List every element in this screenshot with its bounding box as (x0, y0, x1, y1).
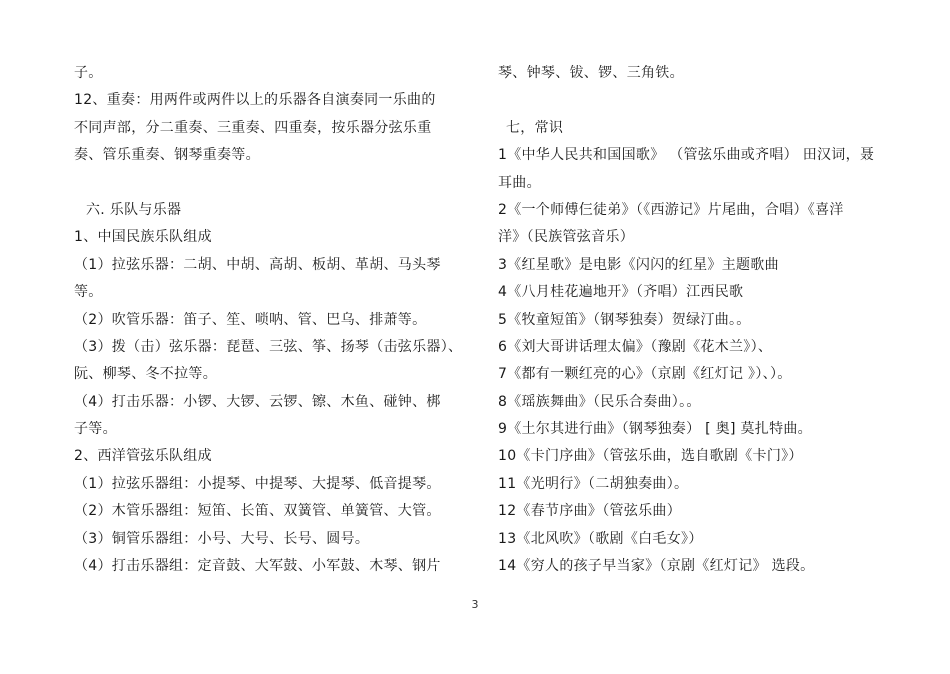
text-line: 1、中国民族乐队组成 (74, 229, 212, 246)
text-line: 6《刘大哥讲话理太偏》（豫剧《花木兰》）、 (498, 338, 773, 355)
text-line: 3《红星歌》是电影《闪闪的红星》主题歌曲 (498, 256, 779, 273)
text-line: （2）木管乐器组：短笛、长笛、双簧管、单簧管、大管。 (74, 503, 441, 520)
text-line: 7《都有一颗红亮的心》（京剧《红灯记 》）、）。 (498, 366, 792, 383)
text-line: 1《中华人民共和国国歌》 （管弦乐曲或齐唱） 田汉词，聂 (498, 147, 875, 164)
text-line: 12《春节序曲》（管弦乐曲） (498, 503, 682, 520)
left-column (74, 60, 474, 580)
text-line: 5《牧童短笛》（钢琴独奏）贺绿汀曲。。 (498, 311, 751, 328)
section-heading: 六. 乐队与乐器 (86, 201, 182, 218)
text-line: 阮、柳琴、冬不拉等。 (74, 366, 217, 383)
text-line: 子。 (74, 65, 103, 81)
text-line: 14《穷人的孩子早当家》（京剧《红灯记》 选段。 (498, 558, 815, 575)
right-column (498, 60, 918, 580)
text-line: （4）打击乐器：小锣、大锣、云锣、镲、木鱼、碰钟、梆 (74, 393, 441, 410)
text-line: （4）打击乐器组：定音鼓、大军鼓、小军鼓、木琴、钢片 (74, 558, 441, 575)
text-line: 9《土尔其进行曲》（钢琴独奏） [ 奥] 莫扎特曲。 (498, 421, 812, 438)
blank-line (74, 170, 474, 197)
text-line: 等。 (74, 284, 103, 301)
text-line: （2）吹管乐器：笛子、笙、唢呐、管、巴乌、排萧等。 (74, 311, 427, 328)
text-line: 4《八月桂花遍地开》（齐唱）江西民歌 (498, 284, 744, 301)
text-line: 子等。 (74, 421, 117, 438)
text-line: （3）铜管乐器组：小号、大号、长号、圆号。 (74, 530, 370, 547)
text-line: 2《一个师傅仨徒弟》（《西游记》片尾曲，合唱）《喜洋 (498, 201, 844, 218)
text-line: 8《瑶族舞曲》（民乐合奏曲）。。 (498, 393, 701, 410)
page-number: 3 (471, 598, 479, 611)
text-line: 不同声部，分二重奏、三重奏、四重奏，按乐器分弦乐重 (74, 119, 432, 136)
text-line: 耳曲。 (498, 174, 541, 191)
text-line: 12、重奏：用两件或两件以上的乐器各自演奏同一乐曲的 (74, 92, 436, 109)
text-line: （3）拨（击）弦乐器：琵琶、三弦、筝、扬琴（击弦乐器）、 (74, 338, 463, 355)
text-line: （1）拉弦乐器：二胡、中胡、高胡、板胡、革胡、马头琴 (74, 256, 441, 273)
text-line: 奏、管乐重奏、钢琴重奏等。 (74, 147, 260, 164)
text-line: 10《卡门序曲》（管弦乐曲，选自歌剧《卡门》） (498, 448, 803, 465)
text-line: 洋》（民族管弦音乐） (498, 229, 634, 246)
text-line: 13《北风吹》（歌剧《白毛女》） (498, 530, 703, 547)
blank-line (498, 87, 918, 114)
text-line: 2、西洋管弦乐队组成 (74, 448, 212, 465)
text-line: 11《光明行》（二胡独奏曲）。 (498, 475, 689, 492)
text-line: 琴、钟琴、钹、锣、三角铁。 (498, 65, 684, 81)
section-heading: 七，常识 (506, 119, 564, 136)
text-line: （1）拉弦乐器组：小提琴、中提琴、大提琴、低音提琴。 (74, 475, 441, 492)
